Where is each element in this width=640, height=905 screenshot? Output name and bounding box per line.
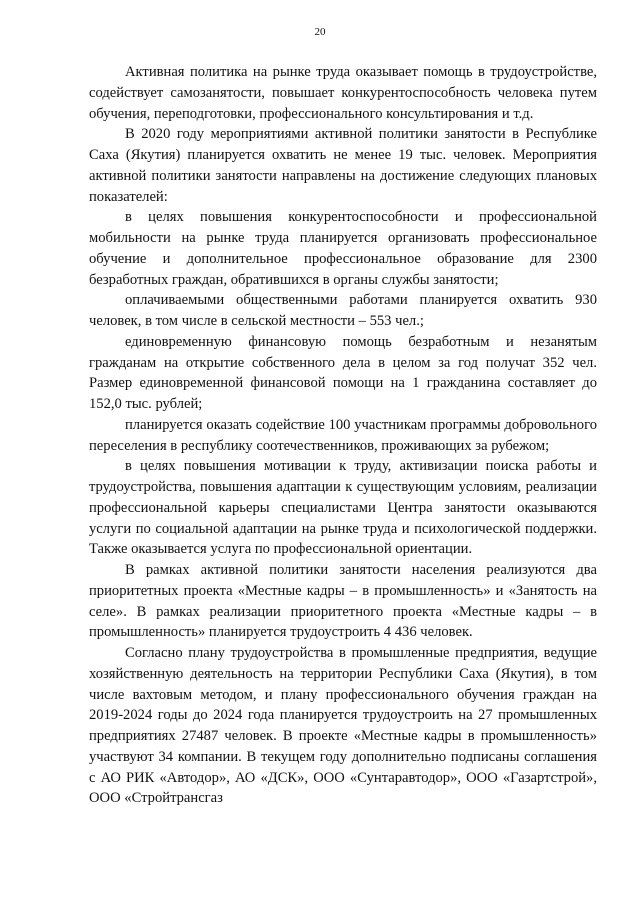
paragraph-public-works: оплачиваемыми общественными работами планируется охватить 930 человек, в том числе в сельской местности – 553 чел.; <box>89 292 597 329</box>
paragraph-priority-projects: В рамках активной политики занятости населения реализуются два приоритетных проекта «Местные кадры – в промышленность» и «Занятость на селе». В рамках реализации приоритетного проекта «Местные кадры – в промышленность» планируется трудоустроить 4 436 человек. <box>89 562 597 641</box>
page-number: 20 <box>314 26 326 38</box>
paragraph-2020-plan: В 2020 году мероприятиями активной политики занятости в Республике Саха (Якутия) планируется охватить не менее 19 тыс. человек. Мероприятия активной политики занятости направлены на достижение следующих плановых показателей: <box>89 126 597 205</box>
paragraph-active-policy: Активная политика на рынке труда оказывает помощь в трудоустройстве, содействует самозанятости, повышает конкурентоспособность человека путем обучения, переподготовки, профессионального консультирования и т.д. <box>89 64 597 122</box>
paragraph-employment-plan: Согласно плану трудоустройства в промышленные предприятия, ведущие хозяйственную деятельность на территории Республики Саха (Якутия), в том числе вахтовым методом, и плану профессионального обучения граждан на 2019-2024 годы до 2024 года планируется трудоустроить на 27 промышленных предприятиях 27487 человек. В проекте «Местные кадры в промышленность» участвуют 34 компании. В текущем году дополнительно подписаны соглашения с АО РИК «Автодор», АО «ДСК», ООО «Сунтаравтодор», ООО «Газартстрой», ООО «Стройтрансгаз <box>89 645 597 807</box>
paragraph-motivation: в целях повышения мотивации к труду, активизации поиска работы и трудоустройства, повышения адаптации к существующим условиям, реализации профессиональной карьеры специалистами Центра занятости оказываются услуги по социальной адаптации на рынке труда и психологической поддержки. Также оказывается услуга по профессиональной ориентации. <box>89 458 597 558</box>
paragraph-financial-aid: единовременную финансовую помощь безработным и незанятым гражданам на открытие собственного дела в целом за год получат 352 чел. Размер единовременной финансовой помощи на 1 гражданина составляет до 152,0 тыс. рублей; <box>89 333 597 412</box>
document-body <box>89 62 597 809</box>
paragraph-resettlement: планируется оказать содействие 100 участникам программы добровольного переселения в республику соотечественников, проживающих за рубежом; <box>89 416 597 454</box>
paragraph-training: в целях повышения конкурентоспособности и профессиональной мобильности на рынке труда планируется организовать профессиональное обучение и дополнительное профессиональное образование для 2300 безработных граждан, обратившихся в органы службы занятости; <box>89 209 597 288</box>
